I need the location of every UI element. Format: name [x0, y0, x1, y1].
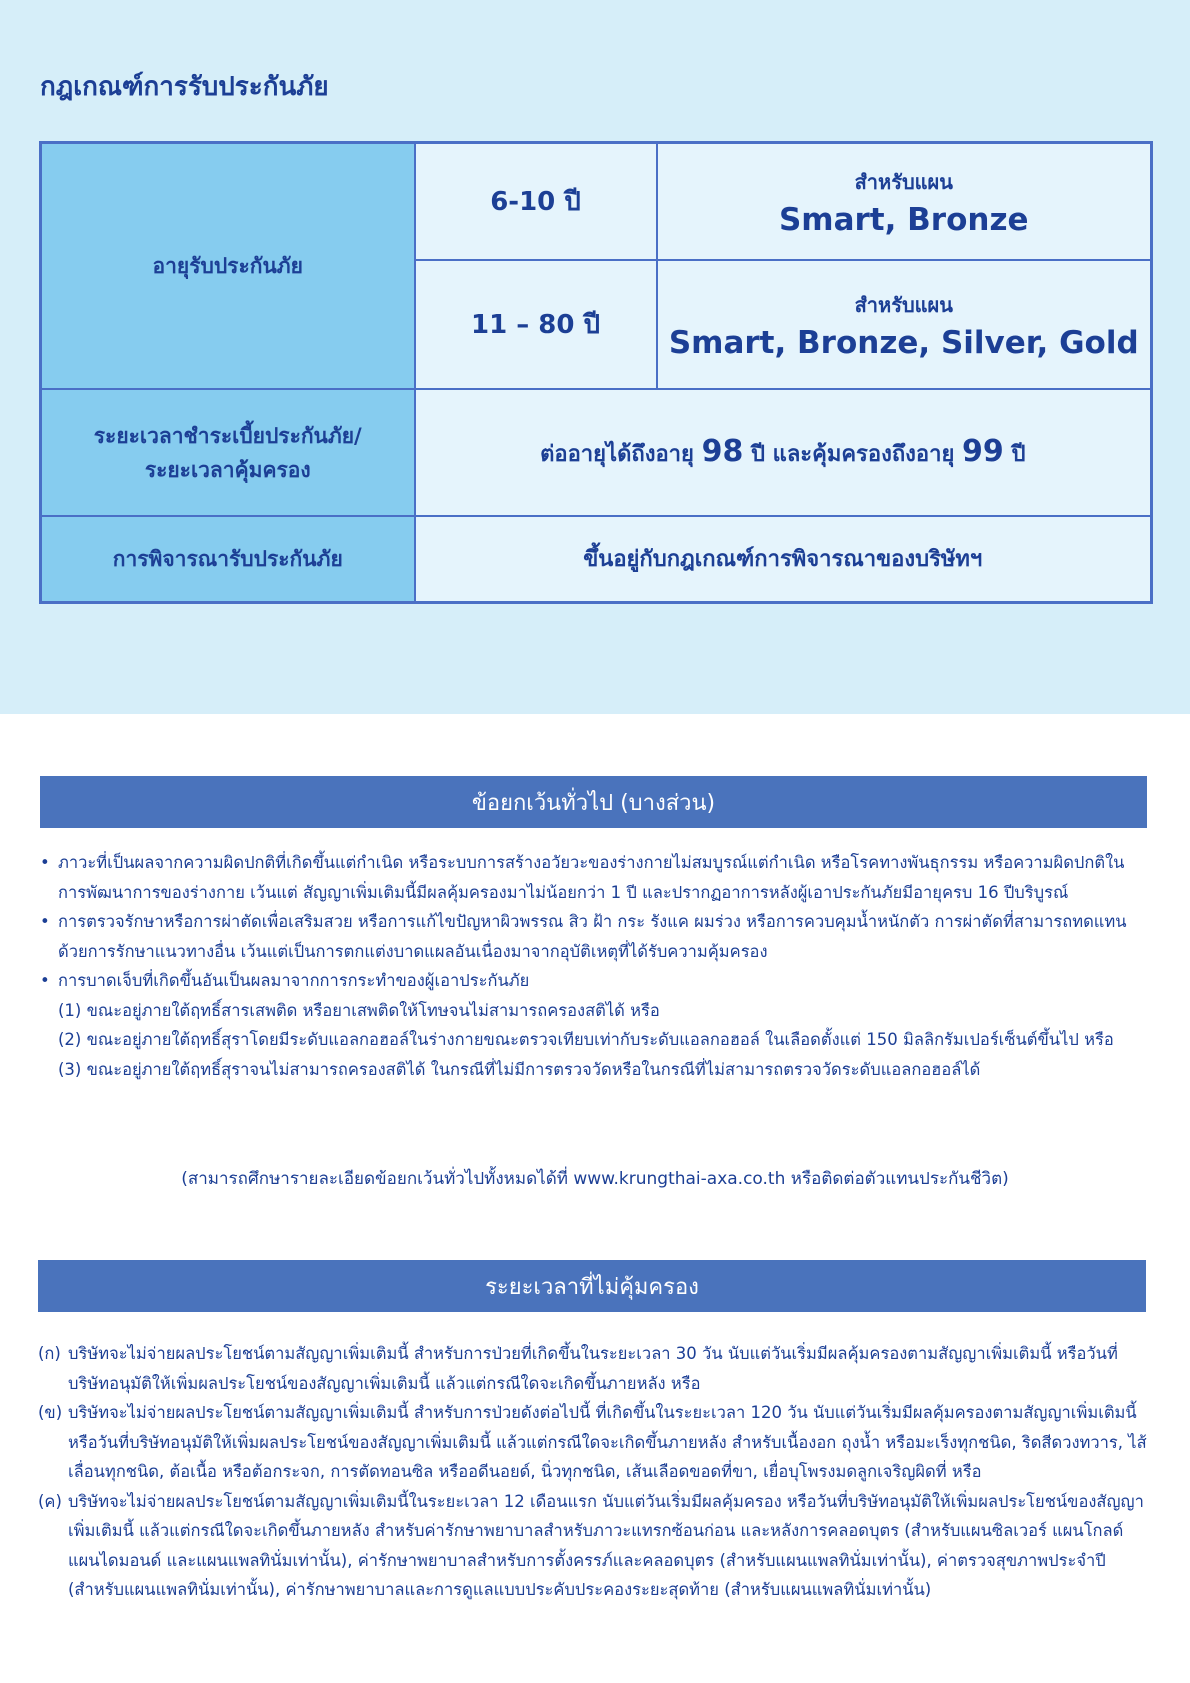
waiting-period-list [38, 1339, 1150, 1605]
list-item: • ภาวะที่เป็นผลจากความผิดปกติที่เกิดขึ้นแต่กำเนิด หรือระบบการสร้างอวัยวะของร่างกายไม่สมบูรณ์แต่กำเนิด หรือโรคทางพันธุกรรม หรือความผิดปกติในการพัฒนาการของร่างกาย เว้นแต่ สัญญาเพิ่มเติมนี้มีผลคุ้มครองมาไม่น้อยกว่า 1 ปี และปรากฏอาการหลังผู้เอาประกันภัยมีอายุครบ 16 ปีบริบูรณ์ [40, 848, 1152, 907]
coverage-text: ปี และคุ้มครองถึงอายุ [751, 442, 955, 467]
item-marker: (ก) [38, 1344, 61, 1363]
list-item [38, 1487, 1150, 1605]
plan-label: สำหรับแผน [854, 292, 953, 317]
plan-label: สำหรับแผน [854, 169, 953, 194]
reference-note: (สามารถศึกษารายละเอียดข้อยกเว้นทั่วไปทั้งหมดได้ที่ www.krungthai-axa.co.th หรือติดต่อตัวแทนประกันชีวิต) [181, 1169, 1009, 1189]
coverage-text: ปี [1011, 442, 1026, 467]
renew-age: 98 [701, 434, 744, 469]
list-item-text: การบาดเจ็บที่เกิดขึ้นอันเป็นผลมาจากการกระทำของผู้เอาประกันภัย [58, 971, 530, 990]
exclusions-heading: ข้อยกเว้นทั่วไป (บางส่วน) [40, 776, 1147, 828]
consider-value-cell: ขึ้นอยู่กับกฎเกณฑ์การพิจารณาของบริษัทฯ [415, 516, 1152, 603]
sub-item: (3) ขณะอยู่ภายใต้ฤทธิ์สุราจนไม่สามารถครองสติได้ ในกรณีที่ไม่มีการตรวจวัดหรือในกรณีที่ไม่สามารถตรวจวัดระดับแอลกอฮอล์ได้ [58, 1059, 981, 1079]
plan-cell [657, 143, 1152, 261]
exclusions-list [40, 848, 1152, 1084]
list-item: • การตรวจรักษาหรือการผ่าตัดเพื่อเสริมสวย หรือการแก้ไขปัญหาผิวพรรณ สิว ฝ้า กระ รังแค ผมร่วง หรือการควบคุมน้ำหนักตัว การผ่าตัดที่สามารถทดแทนด้วยการรักษาแนวทางอื่น เว้นแต่เป็นการตกแต่งบาดแผลอันเนื่องมาจากอุบัติเหตุที่ได้รับความคุ้มครอง [40, 907, 1152, 966]
plan-names: Smart, Bronze, Silver, Gold [668, 324, 1139, 361]
list-item [40, 966, 1152, 1084]
consider-label-cell: การพิจารณารับประกันภัย [41, 516, 415, 603]
list-item [38, 1339, 1150, 1398]
item-text: บริษัทจะไม่จ่ายผลประโยชน์ตามสัญญาเพิ่มเติมนี้ สำหรับการป่วยที่เกิดขึ้นในระยะเวลา 30 วัน นับแต่วันเริ่มมีผลคุ้มครองตามสัญญาเพิ่มเติมนี้ หรือวันที่บริษัทอนุมัติให้เพิ่มผลประโยชน์ของสัญญาเพิ่มเติมนี้ แล้วแต่กรณีใดจะเกิดขึ้นภายหลัง หรือ [68, 1344, 1118, 1393]
age-range-cell: 6-10 ปี [415, 143, 657, 261]
plan-names: Smart, Bronze [778, 201, 1029, 238]
cover-age: 99 [962, 434, 1004, 469]
plan-cell [657, 260, 1152, 389]
item-marker: (ข) [38, 1403, 63, 1422]
age-range-cell: 11 – 80 ปี [415, 260, 657, 389]
coverage-text: ต่ออายุได้ถึงอายุ [540, 442, 694, 467]
page-title: กฎเกณฑ์การรับประกันภัย [40, 72, 329, 102]
sub-item: (2) ขณะอยู่ภายใต้ฤทธิ์สุราโดยมีระดับแอลกอฮอล์ในร่างกายขณะตรวจเทียบเท่ากับระดับแอลกอฮอล์ ในเลือดตั้งแต่ 150 มิลลิกรัมเปอร์เซ็นต์ขึ้นไป หรือ [58, 1030, 1114, 1049]
sub-item: (1) ขณะอยู่ภายใต้ฤทธิ์สารเสพติด หรือยาเสพติดให้โทษจนไม่สามารถครองสติได้ หรือ [58, 1000, 660, 1020]
sub-list [58, 996, 1152, 1085]
period-label-line: ระยะเวลาคุ้มครอง [144, 457, 311, 482]
underwriting-table [39, 141, 1153, 604]
period-label-line: ระยะเวลาชำระเบี้ยประกันภัย/ [93, 423, 362, 448]
list-item [38, 1398, 1150, 1487]
age-label-cell: อายุรับประกันภัย [41, 143, 415, 390]
item-text: บริษัทจะไม่จ่ายผลประโยชน์ตามสัญญาเพิ่มเติมนี้ สำหรับการป่วยดังต่อไปนี้ ที่เกิดขึ้นในระยะเวลา 120 วัน นับแต่วันเริ่มมีผลคุ้มครองตามสัญญาเพิ่มเติมนี้ หรือวันที่บริษัทอนุมัติให้เพิ่มผลประโยชน์ของสัญญาเพิ่มเติมนี้ แล้วแต่กรณีใดจะเกิดขึ้นภายหลัง สำหรับเนื้องอก ถุงน้ำ หรือมะเร็งทุกชนิด, ริดสีดวงทวาร, ไส้เลื่อนทุกชนิด, ต้อเนื้อ หรือต้อกระจก, การตัดทอนซิล หรืออดีนอยด์, นิ่วทุกชนิด, เส้นเลือดขอดที่ขา, เยื่อบุโพรงมดลูกเจริญผิดที่ หรือ [68, 1403, 1147, 1481]
item-marker: (ค) [38, 1491, 62, 1511]
waiting-period-heading: ระยะเวลาที่ไม่คุ้มครอง [38, 1260, 1146, 1312]
period-label-cell [41, 389, 415, 516]
item-text: บริษัทจะไม่จ่ายผลประโยชน์ตามสัญญาเพิ่มเติมนี้ในระยะเวลา 12 เดือนแรก นับแต่วันเริ่มมีผลคุ้มครอง หรือวันที่บริษัทอนุมัติให้เพิ่มผลประโยชน์ของสัญญาเพิ่มเติมนี้ แล้วแต่กรณีใดจะเกิดขึ้นภายหลัง สำหรับค่ารักษาพยาบาลสำหรับภาวะแทรกซ้อนก่อน และหลังการคลอดบุตร (สำหรับแผนซิลเวอร์ แผนโกลด์ แผนไดมอนด์ และแผนแพลทินั่มเท่านั้น), ค่ารักษาพยาบาลสำหรับการตั้งครรภ์และคลอดบุตร (สำหรับแผนแพลทินั่มเท่านั้น), ค่าตรวจสุขภาพประจำปี (สำหรับแผนแพลทินั่มเท่านั้น), ค่ารักษาพยาบาลและการดูแลแบบประคับประคองระยะสุดท้าย (สำหรับแผนแพลทินั่มเท่านั้น) [68, 1491, 1144, 1599]
coverage-cell [415, 389, 1152, 516]
